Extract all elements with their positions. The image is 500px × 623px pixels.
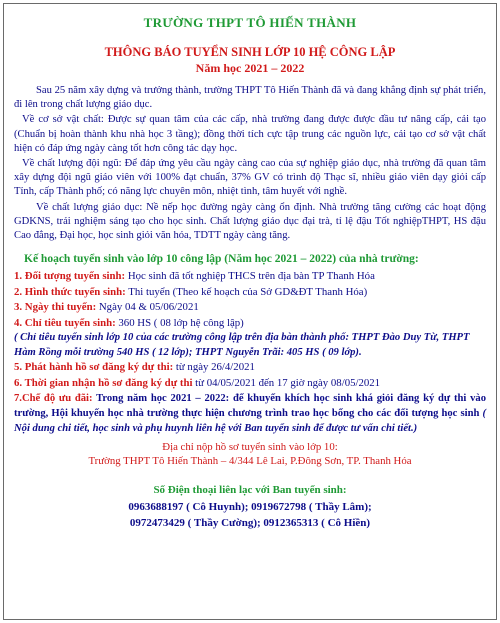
- plan-item-target: [14, 269, 486, 285]
- school-year: Năm học 2021 – 2022: [195, 61, 305, 75]
- address-block: [14, 440, 486, 468]
- plan-item-label: 3. Ngày thi tuyển:: [14, 301, 97, 314]
- announcement-body: [6, 5, 494, 531]
- plan-item-text: Thi tuyển (Theo kế hoạch của Sở GD&ĐT Thanh Hóa): [125, 285, 368, 298]
- plan-item-label: 1. Đối tượng tuyển sinh:: [14, 270, 126, 283]
- address-line: Trường THPT Tô Hiến Thành – 4/344 Lê Lai, P.Đông Sơn, TP. Thanh Hóa: [88, 455, 412, 468]
- announcement-title: THÔNG BÁO TUYỂN SINH LỚP 10 HỆ CÔNG LẬP: [104, 45, 396, 59]
- address-heading: Địa chỉ nộp hồ sơ tuyển sinh vào lớp 10:: [162, 441, 338, 454]
- plan-item-quota: [14, 316, 486, 332]
- plan-item-submission: [14, 376, 486, 392]
- plan-item-format: [14, 285, 486, 301]
- plan-item-text: Ngày 04 & 05/06/2021: [96, 301, 199, 314]
- intro-paragraph-staff: Về chất lượng đội ngũ: Để đáp ứng yêu cầu ngày càng cao của sự nghiệp giáo dục, nhà trường đã quan tâm xây dựng đội ngũ giáo viên với 100% đạt chuẩn, 37% GV có trình độ Thạc sĩ, nhiều giáo viên dạy giỏi cấp Tỉnh, cấp Thành phố; có năng lực chuyên môn, nhiệt tình, tâm huyết với nghề.: [14, 158, 486, 198]
- plan-item-text: từ ngày 26/4/2021: [173, 361, 255, 374]
- plan-title: Kế hoạch tuyển sinh vào lớp 10 công lập (Năm học 2021 – 2022) của nhà trường:: [24, 253, 419, 266]
- plan-item-label: 4. Chỉ tiêu tuyển sinh:: [14, 316, 116, 329]
- plan-item-exam-date: [14, 300, 486, 316]
- contact-phones-line-2: 0972473429 ( Thầy Cường); 0912365313 ( Cô Hiền): [129, 517, 371, 530]
- plan-item-label: 2. Hình thức tuyển sinh:: [14, 285, 126, 298]
- plan-item-text: 360 HS ( 08 lớp hệ công lập): [115, 316, 244, 329]
- incentives-label: 7.Chế độ ưu đãi:: [14, 393, 93, 405]
- plan-item-label: 6. Thời gian nhận hồ sơ đăng ký dự thi: [14, 376, 193, 389]
- school-name: TRƯỜNG THPT TÔ HIẾN THÀNH: [143, 15, 357, 30]
- plan-item-text: từ 04/05/2021 đến 17 giờ ngày 08/05/2021: [192, 376, 381, 389]
- incentives-note: ( Nội dung chi tiết, học sinh và phụ huynh liên hệ với Ban tuyển sinh để được tư vấn chi tiết.): [14, 408, 486, 435]
- quota-note: ( Chỉ tiêu tuyển sinh lớp 10 của các trường công lập trên địa bàn thành phố: THPT Đào Duy Từ, THPT Hàm Rồng mỗi trường 540 HS ( 12 lớp); THPT Nguyễn Trãi: 405 HS ( 09 lớp).: [14, 332, 470, 358]
- contact-heading: Số Điện thoại liên lạc với Ban tuyển sinh:: [153, 484, 347, 497]
- incentives-text: Trong năm học 2021 – 2022: để khuyến khích học sinh khá giỏi đăng ký dự thi vào trường, Hội khuyến học nhà trường thực hiện chương trình trao học bổng cho các đối tượng học sinh: [14, 393, 486, 420]
- plan-item-label: 5. Phát hành hồ sơ đăng ký dự thi:: [14, 361, 174, 374]
- intro-paragraph-history: Sau 25 năm xây dựng và trưởng thành, trường THPT Tô Hiến Thành đã và đang khẳng định sự phát triển, đi lên trong chất lượng giáo dục.: [14, 85, 486, 111]
- intro-paragraph-quality: Về chất lượng giáo dục: Nề nếp học đường ngày càng ổn định. Nhà trường tăng cường các hoạt động GDKNS, trải nghiệm sáng tạo cho học sinh. Chất lượng giáo dục đại trà, tỉ lệ đậu Tốt nghiệpTHPT, HS đậu Cao đẳng, Đại học, học sinh giỏi văn hóa, TDTT ngày càng tăng.: [14, 201, 486, 242]
- contact-phones-line-1: 0963688197 ( Cô Huynh); 0919672798 ( Thầy Lâm);: [128, 501, 372, 514]
- plan-item-incentives: [14, 391, 486, 436]
- plan-item-release: [14, 360, 486, 376]
- intro-paragraph-facilities: Về cơ sở vật chất: Được sự quan tâm của các cấp, nhà trường đang được được đầu tư nâng cấp, cải tạo (Chuẩn bị hoàn thành khu nhà học 3 tầng); đồng thời tích cực tập trung các nguồn lực, cải tạo cơ sở vật chất hiện có đáp ứng ngày càng tốt hơn công tác dạy học.: [14, 114, 486, 154]
- plan-item-text: Học sinh đã tốt nghiệp THCS trên địa bàn TP Thanh Hóa: [125, 270, 375, 283]
